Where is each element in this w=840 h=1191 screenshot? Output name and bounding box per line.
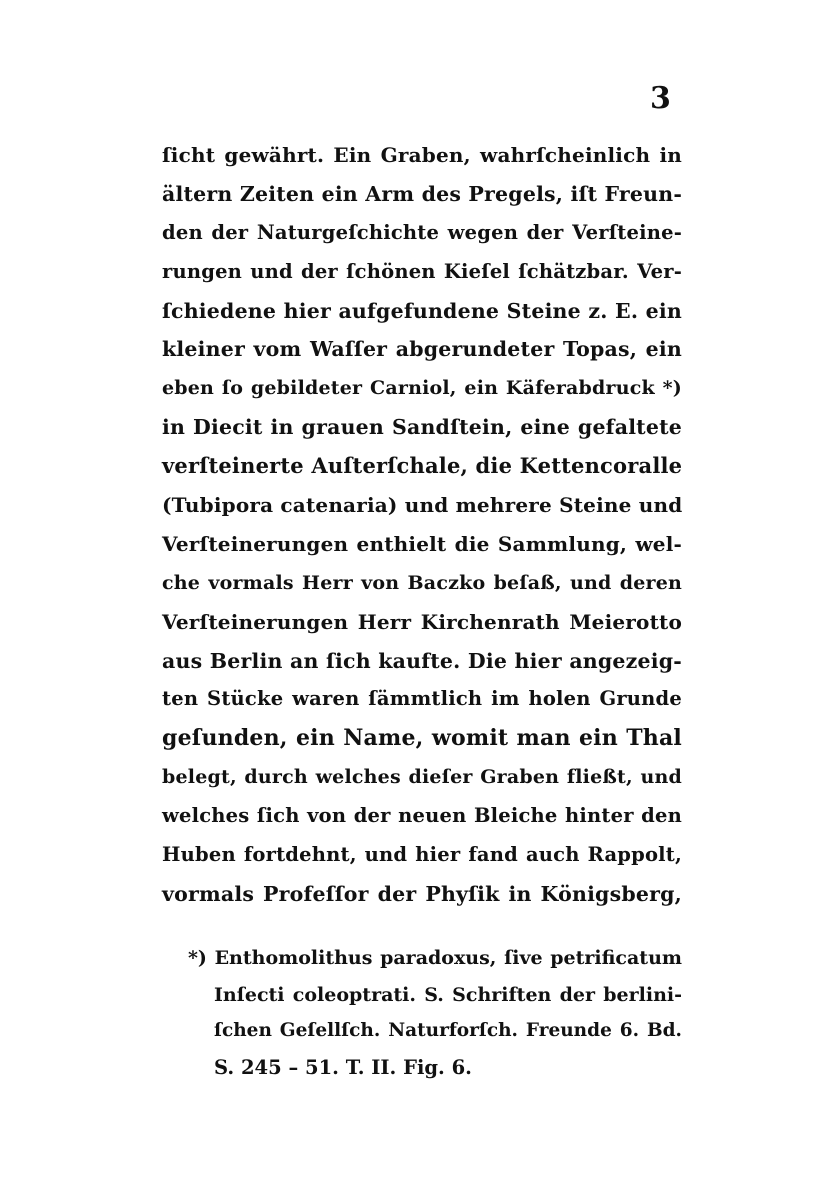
- text-line: che vormals Herr von Baczko beſaß, und deren: [162, 571, 682, 594]
- body-text: [162, 136, 682, 914]
- footnote-line: ſchen Geſellſch. Naturforſch. Freunde 6. Bd.: [214, 1020, 682, 1041]
- page-number: 3: [650, 81, 671, 116]
- text-line: in Diecit in grauen Sandſtein, eine gefaltete: [162, 415, 682, 440]
- text-line: ſicht gewährt. Ein Graben, wahrſcheinlich in: [162, 143, 682, 167]
- footnote: [188, 940, 682, 1086]
- text-line: Verſteinerungen Herr Kirchenrath Meierotto: [162, 609, 682, 634]
- footnote-line: *) Enthomolithus paradoxus, ſive petrificatum: [188, 947, 682, 969]
- text-line: geſunden, ein Name, womit man ein Thal: [162, 725, 682, 752]
- text-line: verſteinerte Auſterſchale, die Kettencoralle: [162, 453, 683, 479]
- text-line: ältern Zeiten ein Arm des Pregels, iſt Freun-: [162, 181, 683, 206]
- footnote-line: Inſecti coleoptrati. S. Schriften der berlini-: [214, 983, 682, 1006]
- text-line: (Tubipora catenaria) und mehrere Steine und: [162, 493, 683, 518]
- text-line: ſchiedene hier aufgefundene Steine z. E. ein: [162, 298, 682, 323]
- text-line: kleiner vom Waſſer abgerundeter Topas, ein: [162, 337, 682, 362]
- text-line: den der Naturgeſchichte wegen der Verſteine-: [162, 220, 682, 244]
- footnote-line: S. 245 – 51. T. II. Fig. 6.: [214, 1055, 472, 1079]
- text-line: ten Stücke waren ſämmtlich im holen Grunde: [162, 687, 682, 711]
- text-line: Huben fortdehnt, und hier fand auch Rappolt,: [162, 843, 682, 867]
- text-line: belegt, durch welches dieſer Graben fließt, und: [162, 766, 682, 789]
- text-line: eben ſo gebildeter Carniol, ein Käferabdruck *): [162, 377, 682, 400]
- text-line: welches ſich von der neuen Bleiche hinter den: [162, 804, 682, 828]
- text-line: vormals Profeſſor der Phyſik in Königsberg,: [162, 881, 682, 906]
- text-line: aus Berlin an ſich kaufte. Die hier angezeig-: [162, 648, 682, 673]
- text-line: Verſteinerungen enthielt die Sammlung, wel-: [162, 531, 682, 556]
- text-line: rungen und der ſchönen Kieſel ſchätzbar. Ver-: [162, 259, 682, 283]
